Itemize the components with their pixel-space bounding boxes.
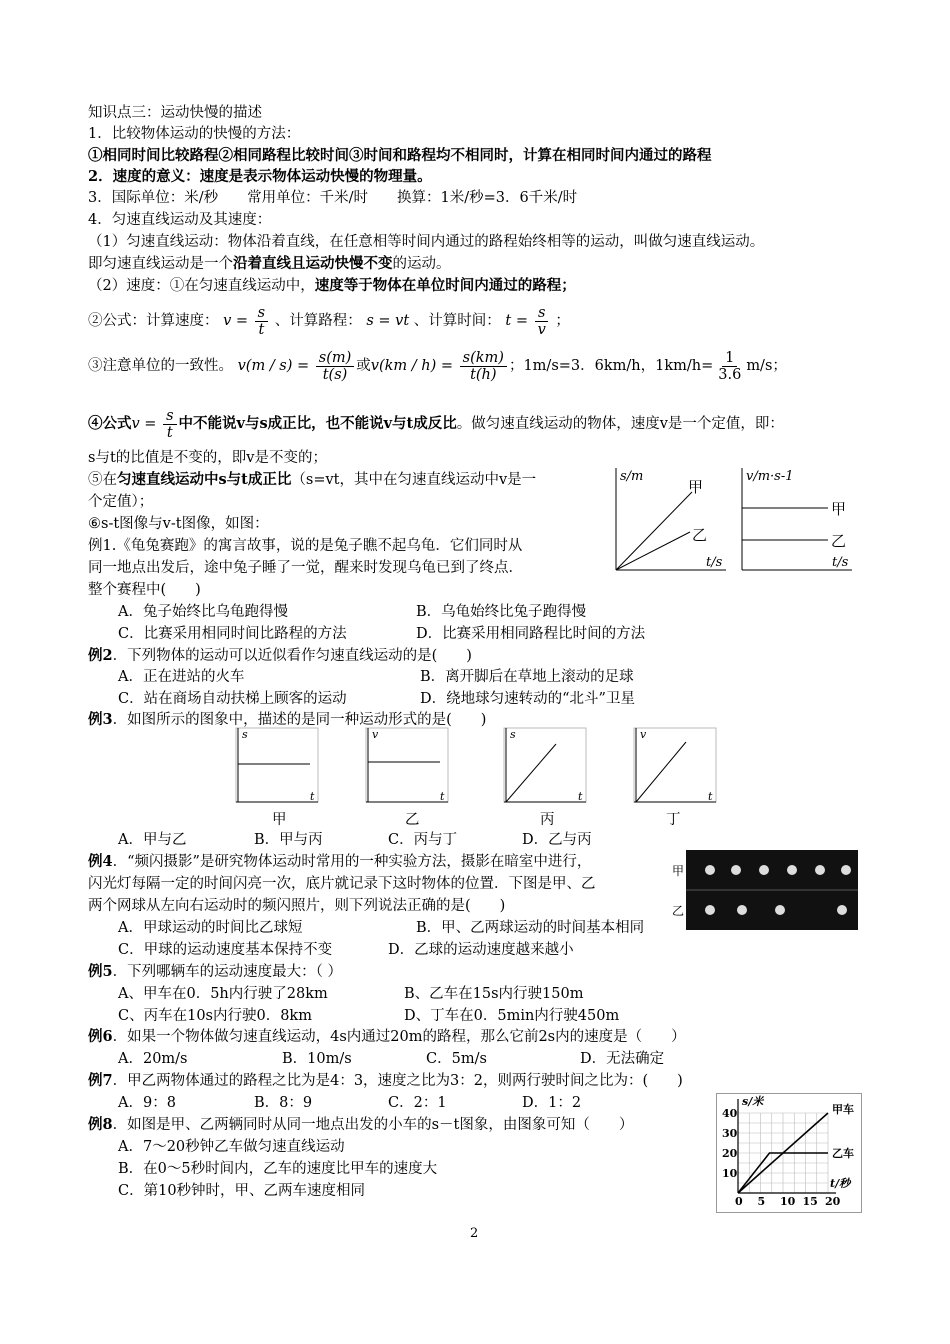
ex3-graph-bing [500, 726, 590, 808]
ex1-question-line1: 例1.《龟兔赛跑》的寓言故事，说的是兔子瞧不起乌龟．它们同时从 [88, 538, 523, 554]
ex4-question-line1: 例4．“频闪摄影”是研究物体运动时常用的一种实验方法，摄影在暗室中进行， [88, 853, 592, 870]
para-proportional: ⑤在匀速直线运动中s与t成正比（s=vt，其中在匀速直线运动中v是一 [88, 471, 537, 488]
svg-text:t: t [440, 790, 445, 803]
ex7-option-a: A．9：8 [118, 1095, 176, 1111]
formula-caution-line: ④公式v = $\frac{s}{t}$ 中不能说v与s成正比，也不能说v与t成反比。做匀速直线运动的物体，速度v是一个定值，即： [88, 407, 784, 441]
ex6-option-c: C．5m/s [426, 1051, 487, 1067]
series-label-0: 甲车 [832, 1103, 854, 1116]
svg-text:s: s [510, 728, 516, 741]
units-line: ③注意单位的一致性。 v(m / s) = $\frac{s(m)}{t(s)}$ 或v(km / h) = $\frac{s(km)}{t(h)}$ ；1m/s=3．6km/h，1km/h= $\frac{1}{3.6}$ m/s； [88, 349, 787, 383]
para-speed-meaning: 2．速度的意义：速度是表示物体运动快慢的物理量。 [88, 168, 432, 185]
ex1-question-line2: 同一地点出发后，途中兔子睡了一觉，醒来时发现乌龟已到了终点． [88, 560, 523, 576]
ex5-option-a: A、甲车在0．5h内行驶了28km [118, 986, 328, 1002]
ex6-question: 例6．如果一个物体做匀速直线运动，4s内通过20m的路程，那么它前2s内的速度是（ ） [88, 1028, 686, 1045]
y-tick-label: 20 [722, 1147, 738, 1160]
svg-text:t: t [310, 790, 315, 803]
ex3-caption-ding: 丁 [666, 812, 681, 828]
ex1-option-c: C．比赛采用相同时间比路程的方法 [118, 626, 347, 642]
x-tick-label: 10 [780, 1195, 796, 1208]
ex3-option-a: A．甲与乙 [118, 832, 187, 848]
ex1-question-line3: 整个赛程中( ) [88, 582, 201, 598]
section-heading: 知识点三：运动快慢的描述 [88, 105, 262, 121]
v-t-label-yi: 乙 [831, 532, 847, 550]
para-speed-def: （2）速度：①在匀速直线运动中，速度等于物体在单位时间内通过的路程； [88, 277, 576, 294]
v-t-label-jia: 甲 [831, 500, 847, 518]
ex3-question: 例3．如图所示的图象中，描述的是同一种运动形式的是( ) [88, 711, 487, 728]
s-t-xlabel: t/s [706, 555, 723, 570]
s-t-line-yi [616, 532, 690, 570]
ex3-caption-bing: 丙 [540, 812, 555, 828]
v-t-xlabel: t/s [832, 555, 849, 570]
ex2-option-a: A．正在进站的火车 [118, 669, 245, 685]
y-tick-label: 10 [722, 1167, 738, 1180]
ex8-option-a: A．7～20秒钟乙车做匀速直线运动 [118, 1139, 345, 1155]
para-graphs-intro: ⑥s-t图像与v-t图像，如图： [88, 516, 269, 532]
para-compare-methods: 1．比较物体运动的快慢的方法： [88, 126, 301, 142]
ex5-option-b: B、乙车在15s内行驶150m [404, 986, 584, 1002]
fraction-skm-over-th: $\frac{s(km)}{t(h)}$ [460, 350, 507, 383]
fraction-s-over-t-2: $\frac{s}{t}$ [163, 408, 176, 441]
s-t-graph [612, 462, 730, 574]
series-label-1: 乙车 [832, 1147, 854, 1160]
x-tick-label: 5 [757, 1195, 766, 1208]
ex7-option-b: B．8：9 [254, 1095, 313, 1111]
ex3-option-c: C．丙与丁 [388, 832, 458, 848]
ex2-option-c: C．站在商场自动扶梯上顾客的运动 [118, 691, 347, 707]
svg-text:s: s [242, 728, 248, 741]
formula-line: ②公式：计算速度： v = $\frac{s}{t}$ 、计算路程： s = vt 、计算时间： t = $\frac{s}{v}$ ； [88, 304, 570, 338]
ex8-xlabel: t/秒 [830, 1177, 851, 1190]
ex8-question: 例8．如图是甲、乙两辆同时从同一地点出发的小车的s－t图象，由图象可知（ ） [88, 1116, 634, 1133]
ex3-caption-yi: 乙 [405, 812, 420, 828]
ex3-graph-jia [232, 726, 322, 808]
ex3-bing-line [506, 744, 556, 802]
para-ratio-constant: s与t的比值是不变的，即v是不变的； [88, 450, 327, 466]
ex8-option-b: B．在0～5秒时间内，乙车的速度比甲车的速度大 [118, 1161, 438, 1177]
ex2-question: 例2．下列物体的运动可以近似看作匀速直线运动的是( ) [88, 647, 472, 664]
ex7-option-c: C．2：1 [388, 1095, 447, 1111]
y-tick-label: 30 [722, 1127, 738, 1140]
para-methods-list: ①相同时间比较路程②相同路程比较时间③时间和路程均不相同时，计算在相同时间内通过的路程 [88, 147, 712, 164]
ex8-st-chart [716, 1093, 862, 1213]
x-tick-label: 20 [825, 1195, 841, 1208]
ex4-question-line3: 两个网球从左向右运动时的频闪照片，则下列说法正确的是( ) [88, 898, 506, 914]
ex3-graph-yi [362, 726, 452, 808]
svg-text:v: v [372, 728, 379, 741]
fraction-s-over-t: $\frac{s}{t}$ [255, 305, 268, 338]
ex6-option-b: B．10m/s [282, 1051, 352, 1067]
strobe-photo [672, 850, 860, 930]
ex3-graph-ding [630, 726, 720, 808]
ex1-option-b: B．乌龟始终比兔子跑得慢 [416, 604, 587, 620]
strobe-label-jia: 甲 [672, 864, 685, 878]
ex1-option-a: A．兔子始终比乌龟跑得慢 [118, 604, 288, 620]
ex3-option-d: D．乙与丙 [522, 832, 592, 848]
fraction-1-over-3-6: $\frac{1}{3.6}$ [718, 349, 742, 383]
svg-text:t: t [708, 790, 713, 803]
para-units: 3．国际单位：米/秒 常用单位：千米/时 换算：1米/秒=3．6千米/时 [88, 190, 578, 206]
s-t-ylabel: s/m [620, 469, 644, 484]
fraction-sm-over-ts: $\frac{s(m)}{t(s)}$ [316, 350, 355, 383]
ex4-option-c: C．甲球的运动速度基本保持不变 [118, 942, 333, 958]
strobe-label-yi: 乙 [672, 904, 685, 918]
fraction-s-over-v: $\frac{s}{v}$ [535, 305, 549, 338]
para-uniform-def: （1）匀速直线运动：物体沿着直线，在任意相等时间内通过的路程始终相等的运动，叫做匀速直线运动。 [88, 234, 765, 250]
ex4-question-line2: 闪光灯每隔一定的时间闪亮一次，底片就记录下这时物体的位置．下图是甲、乙 [88, 876, 596, 892]
ex1-option-d: D．比赛采用相同路程比时间的方法 [416, 626, 646, 642]
page-number: 2 [470, 1226, 479, 1241]
ex3-caption-jia: 甲 [272, 812, 287, 828]
svg-text:t: t [578, 790, 583, 803]
ex4-option-d: D．乙球的运动速度越来越小 [388, 942, 574, 958]
v-t-graph [738, 462, 856, 574]
para-uniform-motion: 4．匀速直线运动及其速度： [88, 212, 272, 228]
ex2-option-b: B．离开脚后在草地上滚动的足球 [420, 669, 634, 685]
s-t-line-jia [616, 492, 692, 570]
x-tick-label: 0 [735, 1195, 743, 1208]
ex4-option-b: B．甲、乙两球运动的时间基本相同 [416, 920, 645, 936]
ex4-option-a: A．甲球运动的时间比乙球短 [118, 920, 303, 936]
ex7-option-d: D．1：2 [522, 1095, 582, 1111]
ex2-option-d: D．绕地球匀速转动的“北斗”卫星 [420, 691, 635, 707]
svg-text:v: v [640, 728, 647, 741]
s-t-label-yi: 乙 [692, 526, 708, 544]
ex6-option-d: D．无法确定 [580, 1051, 665, 1067]
v-t-ylabel: v/m·s-1 [746, 469, 794, 484]
s-t-label-jia: 甲 [688, 478, 704, 496]
y-tick-label: 40 [722, 1107, 738, 1120]
para-uniform-summary: 即匀速直线运动是一个沿着直线且运动快慢不变的运动。 [88, 255, 451, 272]
ex5-question: 例5．下列哪辆车的运动速度最大：（ ） [88, 963, 342, 980]
ex3-ding-line [636, 742, 686, 802]
ex6-option-a: A．20m/s [118, 1051, 188, 1067]
ex8-option-c: C．第10秒钟时，甲、乙两车速度相同 [118, 1183, 366, 1199]
ex7-question: 例7．甲乙两物体通过的路程之比为是4：3，速度之比为3：2，则两行驶时间之比为：( ) [88, 1072, 683, 1089]
ex3-option-b: B．甲与丙 [254, 832, 323, 848]
ex5-option-c: C、丙车在10s内行驶0．8km [118, 1008, 312, 1024]
para-constant-note: 个定值）； [88, 494, 154, 510]
x-tick-label: 15 [802, 1195, 818, 1208]
ex8-ylabel: s/米 [742, 1095, 764, 1108]
ex5-option-d: D、丁车在0．5min内行驶450m [404, 1008, 620, 1024]
